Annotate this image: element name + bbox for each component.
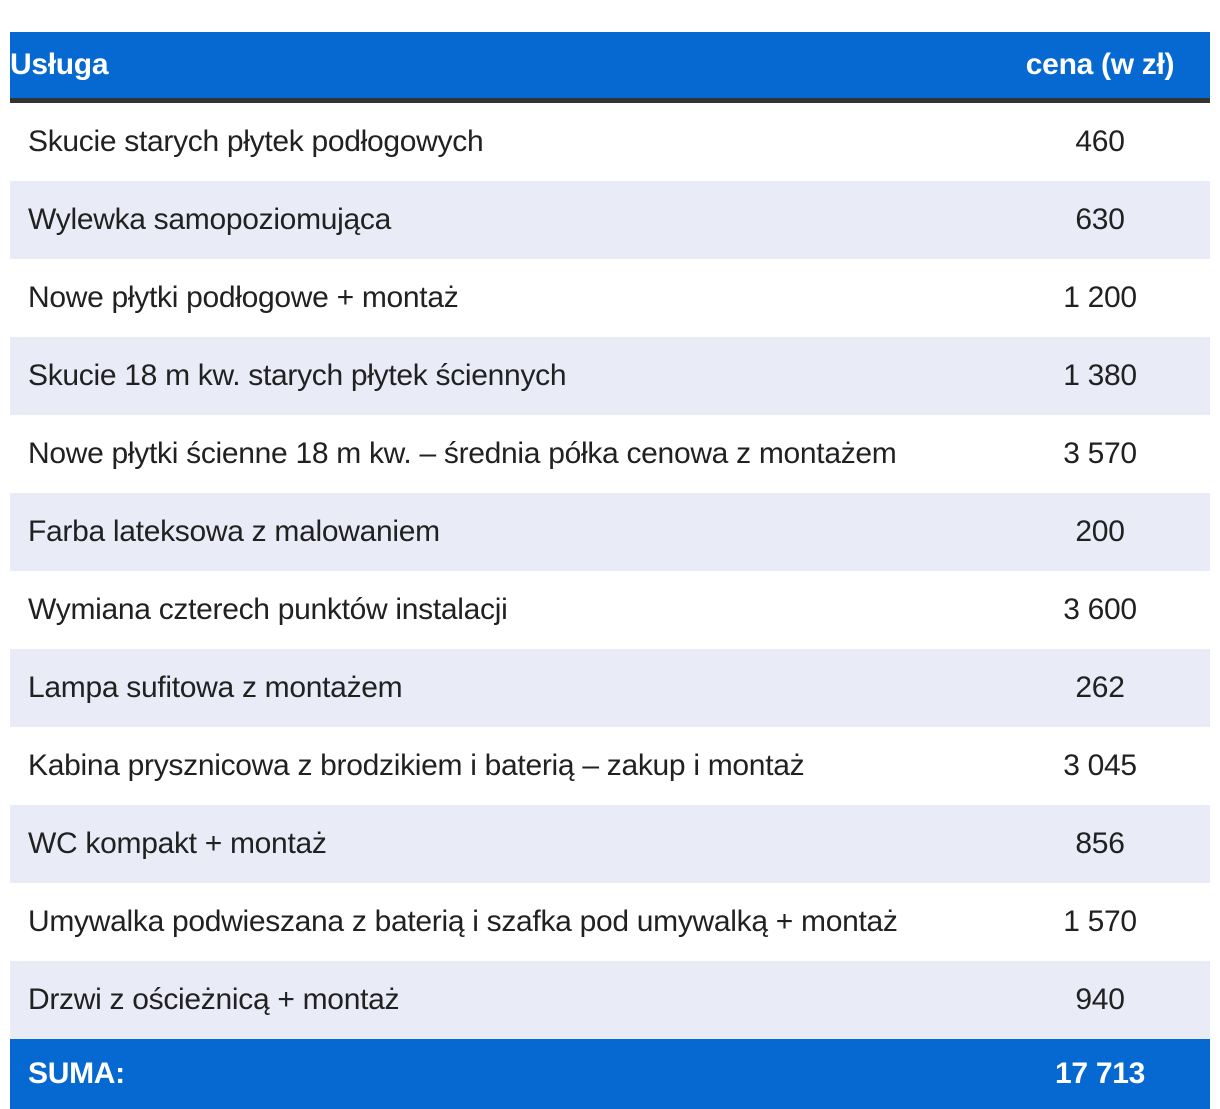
price-cell: 940 [1075,983,1125,1016]
table-row [10,883,1210,961]
price-cell: 1 570 [1063,905,1137,938]
price-cell: 262 [1075,671,1125,704]
service-cell: Nowe płytki podłogowe + montaż [28,281,459,314]
table-row [10,493,1210,571]
header-service-label: Usługa [10,32,990,101]
service-cell: Farba lateksowa z malowaniem [28,515,440,548]
table-body [10,101,1210,1040]
price-cell: 856 [1075,827,1125,860]
price-cell: 200 [1075,515,1125,548]
table-header [10,32,1210,101]
header-row [10,32,1210,101]
service-cell: Skucie 18 m kw. starych płytek ściennych [28,359,567,392]
sum-row [10,1039,1210,1109]
pricing-table [10,32,1210,1109]
service-cell: Lampa sufitowa z montażem [28,671,403,704]
service-cell: Drzwi z ościeżnicą + montaż [28,983,400,1016]
price-cell: 3 045 [1063,749,1137,782]
price-cell: 630 [1075,203,1125,236]
price-cell: 1 200 [1063,281,1137,314]
table-row [10,649,1210,727]
service-cell: WC kompakt + montaż [28,827,327,860]
table-row [10,259,1210,337]
service-cell: Kabina prysznicowa z brodzikiem i baterią – zakup i montaż [28,749,805,782]
service-cell: Nowe płytki ścienne 18 m kw. – średnia półka cenowa z montażem [28,437,897,470]
table-row [10,961,1210,1039]
service-cell: Wymiana czterech punktów instalacji [28,593,508,626]
table-row [10,415,1210,493]
table-row [10,337,1210,415]
service-cell: Skucie starych płytek podłogowych [28,125,484,158]
price-cell: 3 600 [1063,593,1137,626]
header-price-label: cena (w zł) [990,32,1210,101]
table-row [10,571,1210,649]
table-row [10,727,1210,805]
pricing-table-container [10,32,1210,1109]
price-cell: 1 380 [1063,359,1137,392]
sum-label: SUMA: [10,1039,990,1109]
table-row [10,805,1210,883]
service-cell: Wylewka samopoziomująca [28,203,391,236]
price-cell: 460 [1075,125,1125,158]
sum-total-value: 17 713 [990,1039,1210,1109]
table-row [10,181,1210,259]
service-cell: Umywalka podwieszana z baterią i szafka pod umywalką + montaż [28,905,898,938]
table-footer [10,1039,1210,1109]
price-cell: 3 570 [1063,437,1137,470]
table-row [10,101,1210,182]
